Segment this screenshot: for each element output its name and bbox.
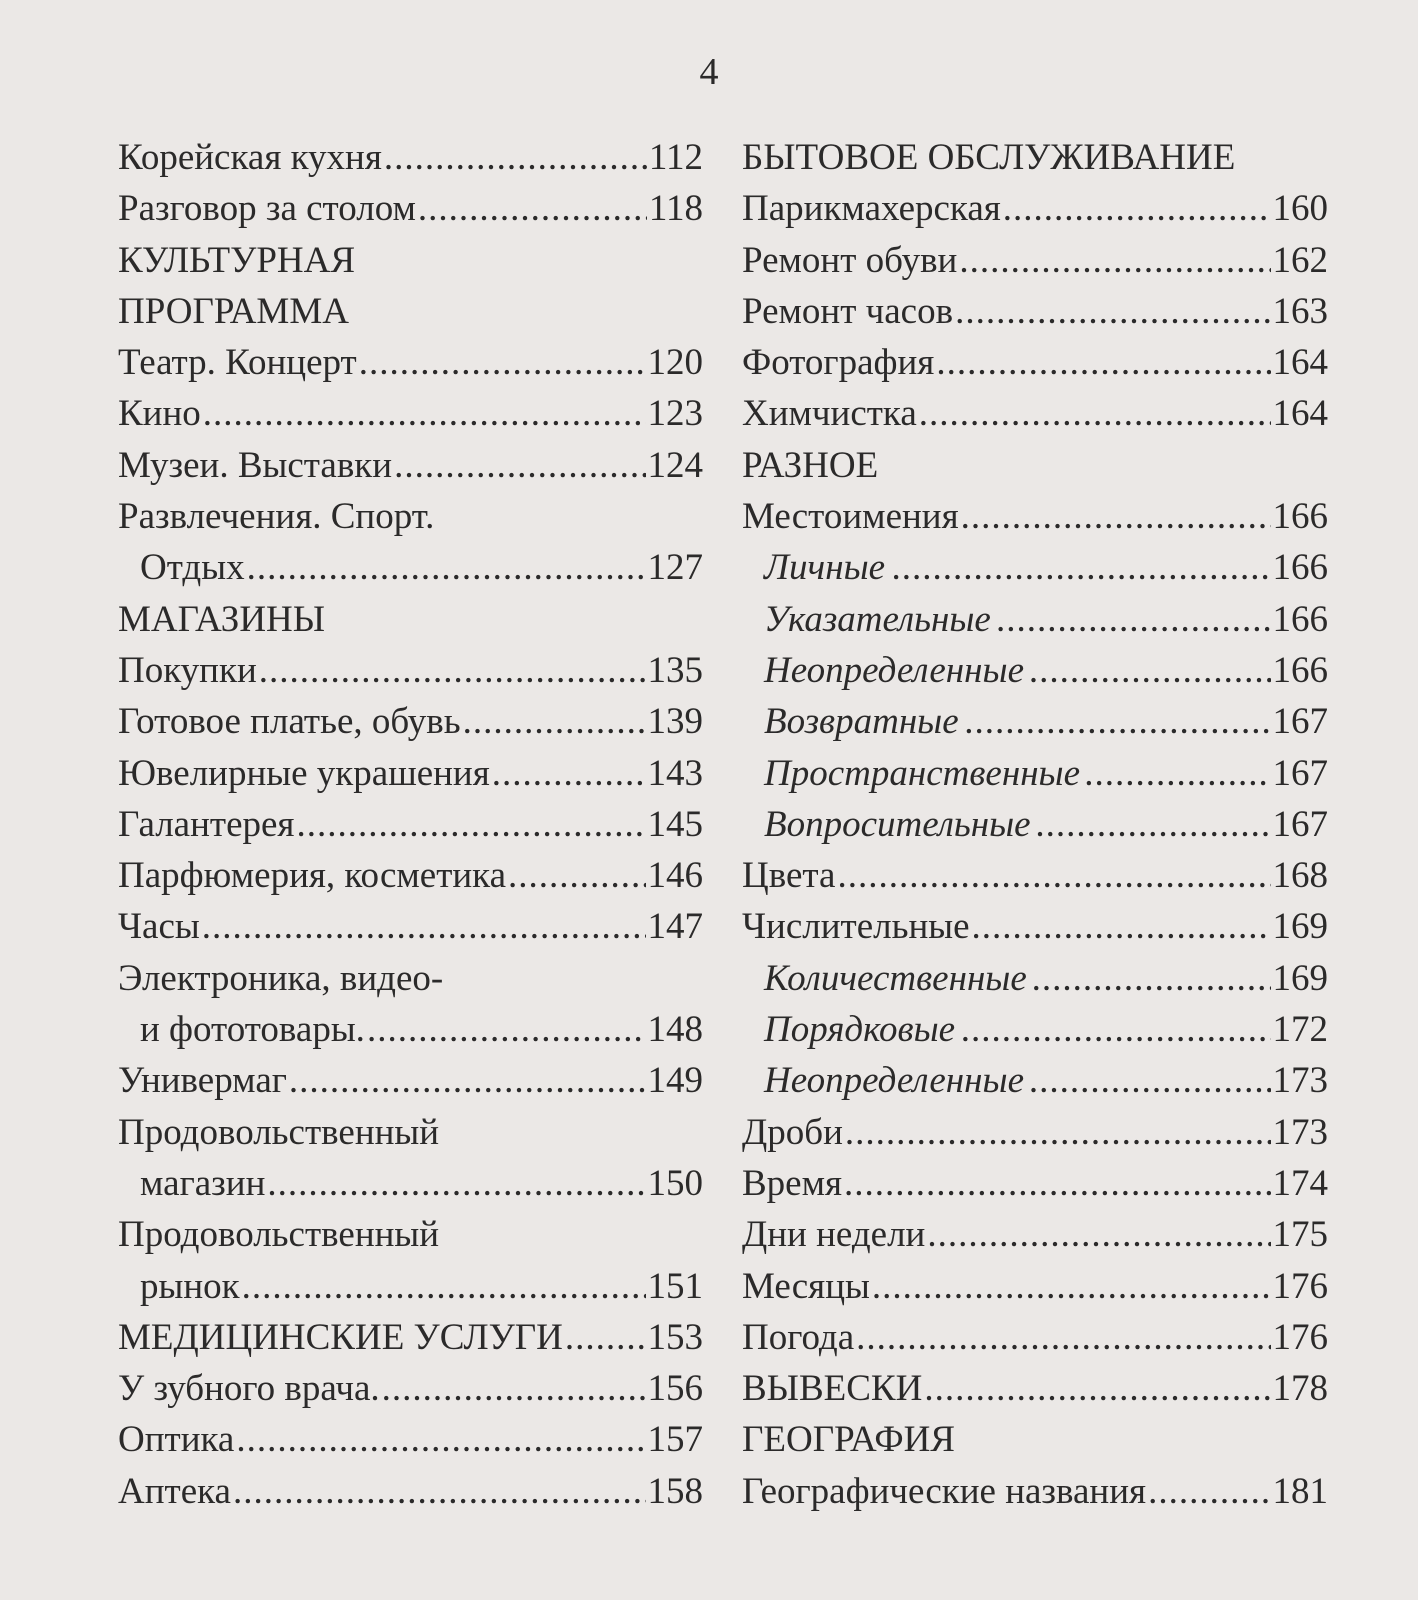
toc-page-number: 145	[647, 803, 703, 845]
toc-page-number: 167	[1272, 803, 1328, 845]
toc-page-number: 146	[647, 855, 703, 897]
toc-entry	[742, 799, 1328, 850]
toc-entry-label: МЕДИЦИНСКИЕ УСЛУГИ	[118, 1316, 563, 1358]
toc-leader-dots	[418, 183, 647, 234]
toc-entry	[118, 799, 703, 850]
toc-page-number: 135	[647, 649, 703, 691]
toc-left-column	[118, 132, 703, 1517]
toc-page-number: 173	[1272, 1060, 1328, 1102]
toc-entry-label: Ремонт обуви	[742, 239, 958, 281]
toc-leader-dots	[508, 850, 645, 901]
toc-page-number: 176	[1272, 1316, 1328, 1358]
toc-entry-label: Личные	[764, 547, 886, 589]
toc-leader-dots	[289, 1055, 646, 1106]
toc-leader-dots	[1003, 183, 1271, 234]
toc-page-number: 143	[647, 752, 703, 794]
toc-leader-dots	[384, 132, 647, 183]
toc-entry-label: Кино	[118, 393, 201, 435]
toc-entry	[118, 645, 703, 696]
toc-entry-label: Местоимения	[742, 496, 959, 538]
toc-entry-label: Вопросительные	[764, 803, 1031, 845]
toc-page-number: 166	[1272, 496, 1328, 538]
toc-leader-dots	[936, 337, 1270, 388]
toc-entry-label: Пространственные	[764, 752, 1081, 794]
toc-entry	[742, 1158, 1328, 1209]
toc-entry-label: Ремонт часов	[742, 290, 954, 332]
toc-page-number: 167	[1272, 752, 1328, 794]
toc-entry-label: Географические названия	[742, 1470, 1147, 1512]
toc-entry-label: Парфюмерия, косметика	[118, 855, 507, 897]
toc-page-number: 172	[1272, 1009, 1328, 1051]
toc-entry-label: Разговор за столом	[118, 188, 416, 230]
toc-entry-label: БЫТОВОЕ ОБСЛУЖИВАНИЕ	[742, 137, 1236, 178]
toc-entry-label: Универмаг	[118, 1060, 287, 1102]
toc-page-number: 164	[1272, 393, 1328, 435]
toc-entry-label: Порядковые	[764, 1009, 956, 1051]
toc-leader-dots	[202, 901, 646, 952]
toc-leader-dots	[919, 388, 1271, 439]
toc-page-number: 163	[1272, 290, 1328, 332]
toc-leader-dots	[972, 901, 1271, 952]
toc-leader-dots	[1032, 953, 1271, 1004]
toc-page-number: 162	[1272, 239, 1328, 281]
toc-entry-label: Отдых	[140, 547, 245, 589]
toc-entry	[118, 337, 703, 388]
toc-page-number: 153	[647, 1316, 703, 1358]
toc-entry	[742, 748, 1328, 799]
toc-leader-dots	[203, 388, 646, 439]
toc-entry	[118, 440, 703, 491]
toc-entry-label: Указательные	[764, 598, 991, 640]
toc-leader-dots	[872, 1261, 1271, 1312]
toc-page-number: 164	[1272, 342, 1328, 384]
toc-entry-label: Галантерея	[118, 803, 295, 845]
toc-entry	[118, 183, 703, 234]
toc-entry	[118, 1158, 703, 1209]
toc-leader-dots	[394, 440, 645, 491]
toc-page-number: 150	[647, 1162, 703, 1204]
toc-leader-dots	[959, 235, 1270, 286]
toc-entry	[742, 1466, 1328, 1517]
toc-entry-label: Оптика	[118, 1419, 235, 1461]
toc-page-number: 181	[1272, 1470, 1328, 1512]
toc-entry	[118, 1209, 703, 1260]
toc-leader-dots	[247, 542, 646, 593]
toc-leader-dots	[927, 1209, 1270, 1260]
toc-entry	[118, 542, 703, 593]
toc-entry	[742, 1363, 1328, 1414]
toc-entry-label: Месяцы	[742, 1265, 870, 1307]
toc-entry-label: рынок	[140, 1265, 240, 1307]
toc-entry-label: Аптека	[118, 1470, 231, 1512]
toc-entry	[118, 491, 703, 542]
toc-entry	[742, 645, 1328, 696]
toc-entry-label: Цвета	[742, 855, 836, 897]
toc-page-number: 169	[1272, 957, 1328, 999]
toc-entry-label: Парикмахерская	[742, 188, 1001, 230]
toc-entry	[118, 1004, 703, 1055]
toc-entry-label: МАГАЗИНЫ	[118, 598, 326, 640]
toc-entry-label: Дроби	[742, 1111, 843, 1153]
toc-entry	[118, 132, 703, 183]
toc-leader-dots	[1029, 645, 1271, 696]
toc-page-number: 139	[647, 701, 703, 743]
toc-entry	[742, 1004, 1328, 1055]
toc-page-number: 112	[648, 137, 703, 178]
toc-page-number: 173	[1272, 1111, 1328, 1153]
toc-entry-label: Электроника, видео-	[118, 957, 444, 999]
toc-page-number: 166	[1272, 547, 1328, 589]
toc-entry	[118, 1414, 703, 1465]
toc-entry	[118, 953, 703, 1004]
toc-entry	[742, 850, 1328, 901]
toc-entry-label: ВЫВЕСКИ	[742, 1368, 923, 1410]
toc-leader-dots	[259, 645, 646, 696]
toc-entry-label: Возвратные	[764, 701, 959, 743]
toc-entry-label: Числительные	[742, 906, 970, 948]
toc-leader-dots	[1029, 1055, 1271, 1106]
toc-page-number: 178	[1272, 1368, 1328, 1410]
page-number: 4	[699, 51, 719, 93]
toc-entry	[118, 696, 703, 747]
toc-leader-dots	[565, 1312, 646, 1363]
toc-entry	[742, 132, 1328, 183]
toc-page-number: 160	[1272, 188, 1328, 230]
toc-leader-dots	[961, 491, 1271, 542]
toc-page-number: 123	[647, 393, 703, 435]
toc-leader-dots	[296, 799, 645, 850]
toc-leader-dots	[267, 1158, 645, 1209]
toc-leader-dots	[964, 696, 1270, 747]
toc-entry	[742, 953, 1328, 1004]
toc-entry-label: Продовольственный	[118, 1111, 440, 1153]
toc-entry	[118, 1363, 703, 1414]
toc-entry-label: Неопределенные	[764, 1060, 1024, 1102]
toc-page-number: 167	[1272, 701, 1328, 743]
toc-entry	[742, 696, 1328, 747]
toc-entry	[742, 1261, 1328, 1312]
toc-entry	[118, 388, 703, 439]
toc-entry	[742, 1209, 1328, 1260]
toc-entry-label: Готовое платье, обувь	[118, 701, 461, 743]
toc-entry-label: Покупки	[118, 649, 257, 691]
toc-entry	[118, 1466, 703, 1517]
toc-leader-dots	[382, 1363, 646, 1414]
toc-leader-dots	[1084, 748, 1270, 799]
toc-entry	[118, 1261, 703, 1312]
toc-entry	[742, 183, 1328, 234]
toc-entry-label: Неопределенные	[764, 649, 1024, 691]
toc-entry	[118, 748, 703, 799]
toc-leader-dots	[955, 286, 1270, 337]
toc-page-number: 158	[647, 1470, 703, 1512]
toc-entry-label: Дни недели	[742, 1214, 926, 1256]
toc-entry	[118, 1107, 703, 1158]
toc-entry	[118, 594, 703, 645]
toc-page-number: 124	[647, 444, 703, 486]
toc-page-number: 147	[647, 906, 703, 948]
toc-entry	[742, 286, 1328, 337]
toc-entry-label: магазин	[140, 1162, 266, 1204]
toc-entry	[742, 542, 1328, 593]
toc-leader-dots	[845, 1107, 1271, 1158]
toc-page-number: 176	[1272, 1265, 1328, 1307]
toc-page-number: 166	[1272, 598, 1328, 640]
toc-leader-dots	[463, 696, 646, 747]
toc-leader-dots	[844, 1158, 1270, 1209]
toc-leader-dots	[233, 1466, 646, 1517]
toc-entry	[742, 1055, 1328, 1106]
toc-entry-label: Музеи. Выставки	[118, 444, 393, 486]
toc-leader-dots	[996, 594, 1270, 645]
toc-entry-label: Развлечения. Спорт.	[118, 496, 435, 538]
toc-entry-label: У зубного врача.	[118, 1368, 380, 1410]
toc-entry-label: Химчистка	[742, 393, 917, 435]
toc-leader-dots	[1035, 799, 1270, 850]
toc-page-number: 168	[1272, 855, 1328, 897]
toc-entry	[742, 594, 1328, 645]
toc-entry	[118, 901, 703, 952]
toc-entry-label: Время	[742, 1162, 843, 1204]
toc-entry-label: Количественные	[764, 957, 1027, 999]
toc-entry	[742, 1107, 1328, 1158]
toc-entry	[118, 850, 703, 901]
toc-leader-dots	[367, 1004, 646, 1055]
toc-page-number: 156	[647, 1368, 703, 1410]
toc-leader-dots	[891, 542, 1270, 593]
toc-entry	[742, 901, 1328, 952]
toc-page-number: 120	[647, 342, 703, 384]
toc-leader-dots	[924, 1363, 1270, 1414]
toc-entry	[742, 440, 1328, 491]
toc-leader-dots	[236, 1414, 645, 1465]
toc-leader-dots	[961, 1004, 1271, 1055]
toc-entry	[118, 286, 703, 337]
toc-entry	[742, 337, 1328, 388]
toc-page-number: 149	[647, 1060, 703, 1102]
toc-entry-label: Корейская кухня	[118, 137, 382, 178]
toc-entry-label: Продовольственный	[118, 1214, 440, 1256]
toc-entry	[742, 1312, 1328, 1363]
toc-leader-dots	[242, 1261, 646, 1312]
toc-leader-dots	[837, 850, 1270, 901]
toc-entry-label: РАЗНОЕ	[742, 444, 879, 486]
toc-page-number: 157	[647, 1419, 703, 1461]
toc-entry	[742, 388, 1328, 439]
toc-entry-label: Часы	[118, 906, 200, 948]
toc-entry-label: ПРОГРАММА	[118, 290, 349, 332]
toc-leader-dots	[359, 337, 646, 388]
toc-entry	[118, 235, 703, 286]
toc-page-number: 148	[647, 1009, 703, 1051]
toc-entry-label: Погода	[742, 1316, 855, 1358]
toc-entry	[742, 491, 1328, 542]
toc-entry-label: Театр. Концерт	[118, 342, 357, 384]
toc-entry-label: ГЕОГРАФИЯ	[742, 1419, 955, 1461]
toc-leader-dots	[856, 1312, 1270, 1363]
toc-leader-dots	[1148, 1466, 1270, 1517]
toc-entry-label: Фотография	[742, 342, 935, 384]
toc-entry	[118, 1312, 703, 1363]
toc-right-column	[742, 132, 1328, 1517]
toc-page-number: 166	[1272, 649, 1328, 691]
toc-page-number: 174	[1272, 1162, 1328, 1204]
toc-entry	[742, 1414, 1328, 1465]
toc-entry	[118, 1055, 703, 1106]
toc-page-number: 118	[648, 188, 703, 230]
toc-page-number: 169	[1272, 906, 1328, 948]
toc-page-number: 127	[647, 547, 703, 589]
toc-entry-label: КУЛЬТУРНАЯ	[118, 239, 356, 281]
toc-leader-dots	[492, 748, 646, 799]
toc-entry-label: и фототовары.	[140, 1009, 365, 1051]
toc-page-number: 151	[647, 1265, 703, 1307]
toc-entry	[742, 235, 1328, 286]
toc-page-number: 175	[1272, 1214, 1328, 1256]
toc-entry-label: Ювелирные украшения	[118, 752, 490, 794]
